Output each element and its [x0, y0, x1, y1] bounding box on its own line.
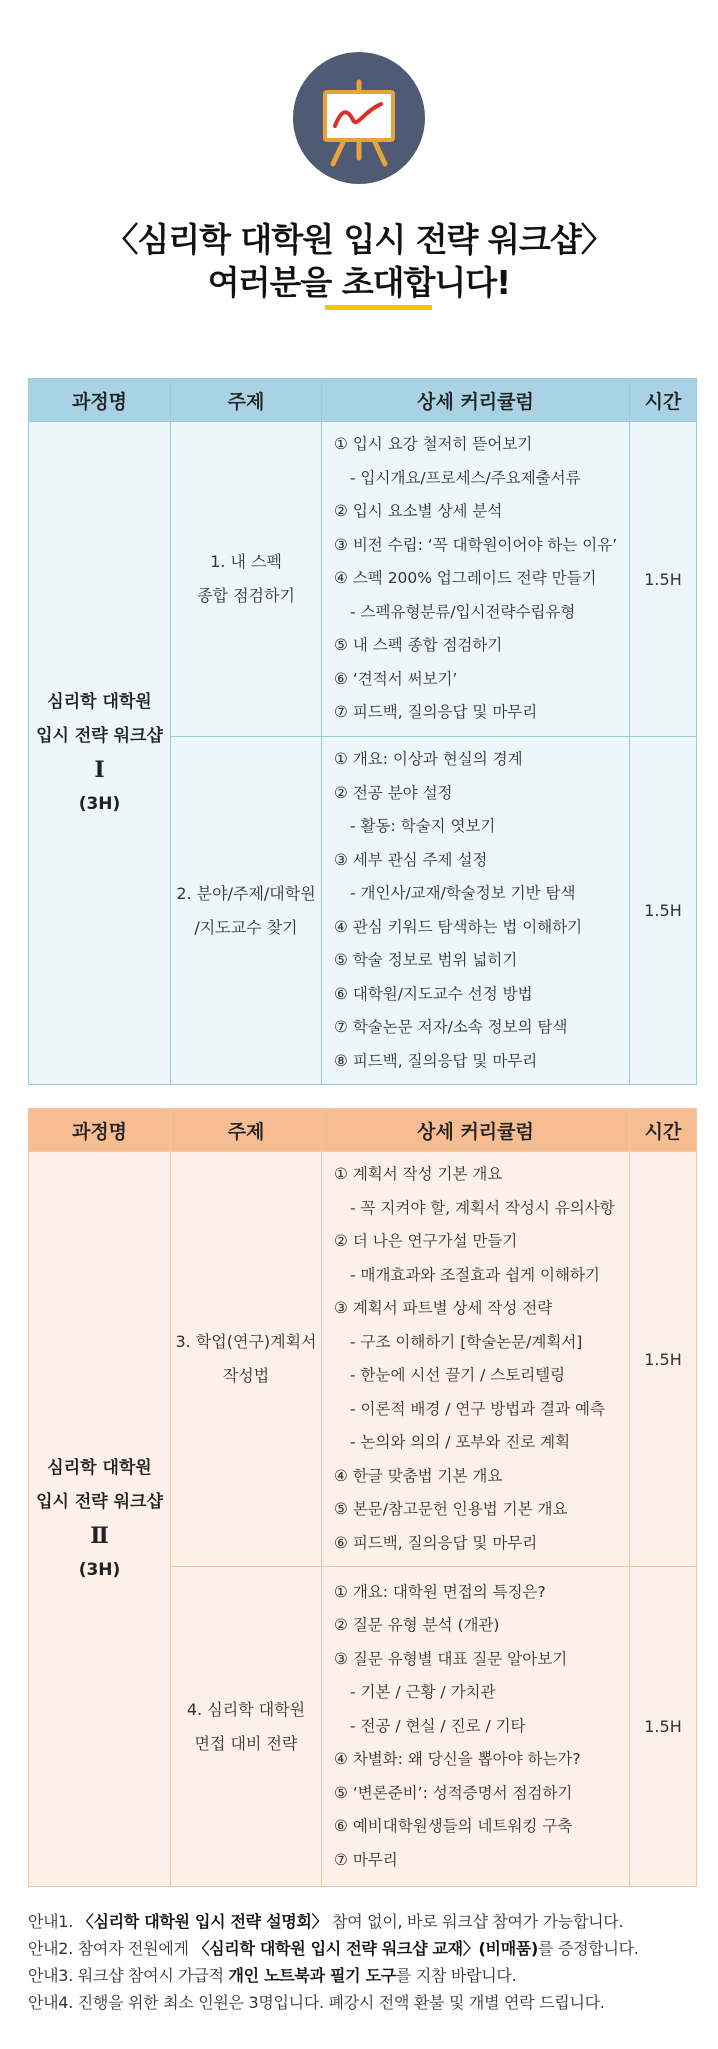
- list-item: ④ 차별화: 왜 당신을 뽑아야 하는가?: [334, 1750, 581, 1769]
- list-item: ② 전공 분야 설정: [334, 783, 453, 802]
- course-name: 심리학 대학원 입시 전략 워크샵 Ⅰ (3H): [29, 422, 171, 1085]
- list-item: ⑥ 피드백, 질의응답 및 마무리: [334, 1533, 538, 1552]
- topic-cell: 3. 학업(연구)계획서 작성법: [171, 1152, 322, 1567]
- easel-chart-icon: [293, 52, 425, 184]
- page-title-line2: 여러분을 초대합니다!: [207, 263, 511, 302]
- list-item: - 매개효과와 조절효과 쉽게 이해하기: [350, 1265, 600, 1284]
- course-name: 심리학 대학원 입시 전략 워크샵 Ⅱ (3H): [29, 1152, 171, 1887]
- table-header-row: [29, 379, 697, 422]
- time-cell: 1.5H: [630, 737, 697, 1085]
- notice-1: 안내1. 〈심리학 대학원 입시 전략 설명회〉 참여 없이, 바로 워크샵 참여가 가능합니다.: [28, 1912, 624, 1931]
- list-item: ③ 비전 수립: ‘꼭 대학원이어야 하는 이유’: [334, 535, 618, 554]
- page-title-line1: 〈심리학 대학원 입시 전략 워크샵〉: [105, 220, 613, 259]
- list-item: - 구조 이해하기 [학술논문/계획서]: [350, 1332, 583, 1351]
- list-item: ⑤ 내 스펙 종합 점검하기: [334, 636, 503, 655]
- topic-cell: 1. 내 스펙 종합 점검하기: [171, 422, 322, 737]
- title-underline: [325, 305, 432, 310]
- table-header-row: [29, 1109, 697, 1152]
- list-item: ⑦ 마무리: [334, 1850, 398, 1869]
- detail-cell: [322, 1152, 630, 1567]
- list-item: ① 개요: 대학원 면접의 특징은?: [334, 1582, 546, 1601]
- detail-cell: [322, 422, 630, 737]
- list-item: ② 질문 유형 분석 (개관): [334, 1616, 500, 1635]
- list-item: ④ 관심 키워드 탐색하는 법 이해하기: [334, 917, 583, 936]
- notice-2: 안내2. 참여자 전원에게 〈심리학 대학원 입시 전략 워크샵 교재〉(비매품)를 증정합니다.: [28, 1939, 639, 1958]
- header-topic: 주제: [171, 379, 322, 422]
- list-item: - 입시개요/프로세스/주요제출서류: [350, 468, 581, 487]
- list-item: ③ 질문 유형별 대표 질문 알아보기: [334, 1649, 568, 1668]
- list-item: - 꼭 지켜야 할, 계획서 작성시 유의사항: [350, 1198, 615, 1217]
- list-item: ③ 세부 관심 주제 설정: [334, 850, 488, 869]
- list-item: ① 입시 요강 철저히 뜯어보기: [334, 435, 533, 454]
- list-item: ⑥ 대학원/지도교수 선정 방법: [334, 984, 533, 1003]
- time-cell: 1.5H: [630, 422, 697, 737]
- header-time: 시간: [630, 379, 697, 422]
- notice-4: 안내4. 진행을 위한 최소 인원은 3명입니다. 폐강시 전액 환불 및 개별 연락 드립니다.: [28, 1993, 605, 2012]
- list-item: ④ 스펙 200% 업그레이드 전략 만들기: [334, 569, 597, 588]
- list-item: ⑧ 피드백, 질의응답 및 마무리: [334, 1051, 538, 1070]
- detail-cell: [322, 1567, 630, 1887]
- list-item: - 이론적 배경 / 연구 방법과 결과 예측: [350, 1399, 605, 1418]
- list-item: - 스펙유형분류/입시전략수립유형: [350, 602, 576, 621]
- header-time: 시간: [630, 1109, 697, 1152]
- list-item: ⑤ ‘변론준비’: 성적증명서 점검하기: [334, 1783, 573, 1802]
- header-course: 과정명: [29, 379, 171, 422]
- header-course: 과정명: [29, 1109, 171, 1152]
- workshop1-table: [28, 378, 697, 1085]
- list-item: ⑤ 학술 정보로 범위 넓히기: [334, 951, 518, 969]
- detail-cell: [322, 737, 630, 1085]
- topic-cell: 4. 심리학 대학원 면접 대비 전략: [171, 1567, 322, 1887]
- list-item: ② 입시 요소별 상세 분석: [334, 502, 503, 521]
- list-item: ② 더 나은 연구가설 만들기: [334, 1232, 518, 1250]
- list-item: - 한눈에 시선 끌기 / 스토리텔링: [350, 1366, 566, 1384]
- list-item: - 기본 / 근황 / 가치관: [350, 1683, 496, 1702]
- list-item: - 전공 / 현실 / 진로 / 기타: [350, 1716, 526, 1735]
- list-item: - 논의와 의의 / 포부와 진로 계획: [350, 1433, 571, 1451]
- workshop2-table: [28, 1108, 697, 1887]
- notice-list: [28, 1908, 708, 2016]
- list-item: ① 개요: 이상과 현실의 경계: [334, 750, 523, 768]
- list-item: ⑦ 피드백, 질의응답 및 마무리: [334, 703, 538, 722]
- list-item: ⑥ 예비대학원생들의 네트워킹 구축: [334, 1817, 573, 1836]
- header-topic: 주제: [171, 1109, 322, 1152]
- notice-3: 안내3. 워크샵 참여시 가급적 개인 노트북과 필기 도구를 지참 바랍니다.: [28, 1966, 517, 1985]
- topic-cell: 2. 분야/주제/대학원 /지도교수 찾기: [171, 737, 322, 1085]
- table-row: [29, 422, 697, 737]
- header-detail: 상세 커리큘럼: [322, 1109, 630, 1152]
- list-item: - 개인사/교재/학술정보 기반 탐색: [350, 884, 576, 902]
- list-item: ⑥ ‘견적서 써보기’: [334, 669, 458, 688]
- time-cell: 1.5H: [630, 1152, 697, 1567]
- header: [0, 0, 718, 340]
- list-item: ③ 계획서 파트별 상세 작성 전략: [334, 1299, 553, 1317]
- list-item: ④ 한글 맞춤법 기본 개요: [334, 1466, 503, 1485]
- header-detail: 상세 커리큘럼: [322, 379, 630, 422]
- list-item: ⑤ 본문/참고문헌 인용법 기본 개요: [334, 1500, 568, 1518]
- list-item: ① 계획서 작성 기본 개요: [334, 1165, 503, 1183]
- table-row: [29, 1152, 697, 1567]
- list-item: - 활동: 학술지 엿보기: [350, 817, 496, 835]
- list-item: ⑦ 학술논문 저자/소속 정보의 탐색: [334, 1018, 568, 1036]
- time-cell: 1.5H: [630, 1567, 697, 1887]
